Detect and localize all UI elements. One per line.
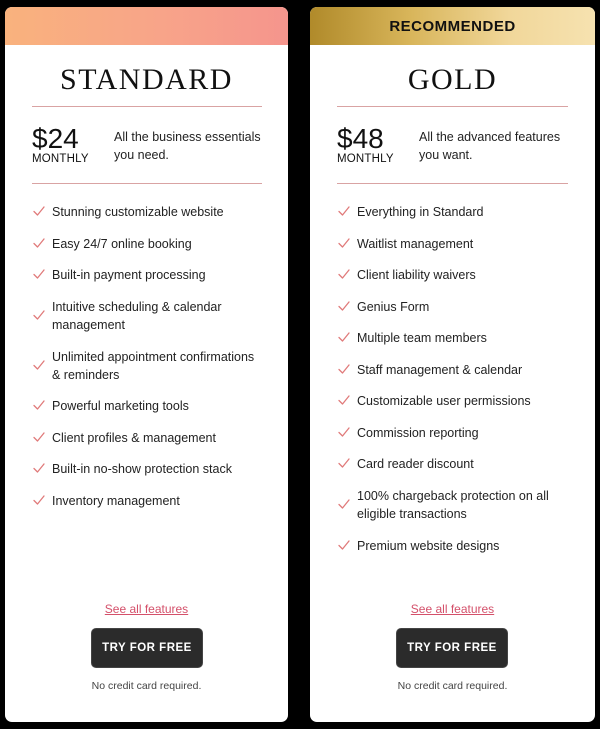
try-for-free-button[interactable]: TRY FOR FREE: [91, 628, 203, 668]
feature-text: Powerful marketing tools: [52, 399, 189, 413]
feature-text: Staff management & calendar: [357, 363, 523, 377]
check-icon: [337, 362, 353, 378]
recommended-band: [310, 7, 595, 45]
plan-card-standard: [5, 7, 288, 722]
check-icon: [32, 204, 48, 220]
check-icon: [337, 204, 353, 220]
feature-item: [32, 492, 262, 510]
feature-text: Intuitive scheduling & calendar management: [52, 300, 222, 332]
plan-card-gold: [310, 7, 595, 722]
feature-item: [32, 235, 262, 253]
feature-item: [32, 429, 262, 447]
see-all-features-link[interactable]: See all features: [104, 602, 189, 616]
feature-text: Built-in payment processing: [52, 268, 206, 282]
feature-text: 100% chargeback protection on all eligible transactions: [357, 489, 549, 521]
no-credit-card-note: No credit card required.: [397, 680, 508, 692]
check-icon: [337, 538, 353, 554]
check-icon: [337, 267, 353, 283]
plan-price: $24: [32, 123, 79, 154]
check-icon: [337, 236, 353, 252]
check-icon: [337, 456, 353, 472]
feature-item: [337, 235, 567, 253]
feature-text: Client liability waivers: [357, 268, 476, 282]
check-icon: [337, 330, 353, 346]
check-icon: [32, 308, 48, 324]
feature-item: [337, 203, 567, 221]
feature-item: [32, 266, 262, 284]
plan-name: STANDARD: [60, 63, 233, 96]
check-icon: [337, 393, 353, 409]
feature-text: Built-in no-show protection stack: [52, 462, 232, 476]
feature-text: Waitlist management: [357, 237, 474, 251]
feature-text: Commission reporting: [357, 426, 479, 440]
feature-text: Easy 24/7 online booking: [52, 237, 192, 251]
feature-text: Card reader discount: [357, 457, 474, 471]
plan-period: MONTHLY: [337, 153, 394, 165]
plan-header-band: [5, 7, 288, 45]
feature-text: Inventory management: [52, 494, 180, 508]
feature-item: [32, 203, 262, 221]
feature-text: Customizable user permissions: [357, 394, 531, 408]
see-all-features-link[interactable]: See all features: [410, 602, 495, 616]
check-icon: [337, 497, 353, 513]
check-icon: [337, 299, 353, 315]
plan-description: All the business essentials you need.: [114, 130, 261, 162]
feature-item: [32, 348, 262, 384]
feature-text: Unlimited appointment confirmations & reminders: [52, 350, 255, 382]
feature-item: [32, 460, 262, 478]
feature-text: Client profiles & management: [52, 431, 216, 445]
plan-description: All the advanced features you want.: [419, 130, 561, 162]
check-icon: [32, 493, 48, 509]
feature-text: Stunning customizable website: [52, 205, 224, 219]
check-icon: [32, 461, 48, 477]
plan-name: GOLD: [407, 63, 498, 96]
plan-period: MONTHLY: [32, 153, 89, 165]
check-icon: [32, 398, 48, 414]
feature-item: [337, 537, 567, 555]
feature-item: [32, 298, 262, 334]
check-icon: [337, 425, 353, 441]
feature-item: [337, 424, 567, 442]
feature-item: [337, 455, 567, 473]
divider: [337, 183, 568, 184]
feature-item: [337, 298, 567, 316]
feature-text: Premium website designs: [357, 539, 500, 553]
check-icon: [32, 358, 48, 374]
check-icon: [32, 236, 48, 252]
feature-item: [337, 487, 567, 523]
check-icon: [32, 267, 48, 283]
feature-item: [32, 397, 262, 415]
check-icon: [32, 430, 48, 446]
divider: [32, 183, 262, 184]
recommended-label: RECOMMENDED: [389, 17, 516, 35]
feature-item: [337, 266, 567, 284]
feature-text: Genius Form: [357, 300, 430, 314]
feature-item: [337, 392, 567, 410]
feature-text: Everything in Standard: [357, 205, 484, 219]
divider: [32, 106, 262, 107]
feature-item: [337, 329, 567, 347]
divider: [337, 106, 568, 107]
no-credit-card-note: No credit card required.: [91, 680, 202, 692]
feature-item: [337, 361, 567, 379]
feature-text: Multiple team members: [357, 331, 487, 345]
plan-price: $48: [337, 123, 384, 154]
try-for-free-button[interactable]: TRY FOR FREE: [396, 628, 508, 668]
